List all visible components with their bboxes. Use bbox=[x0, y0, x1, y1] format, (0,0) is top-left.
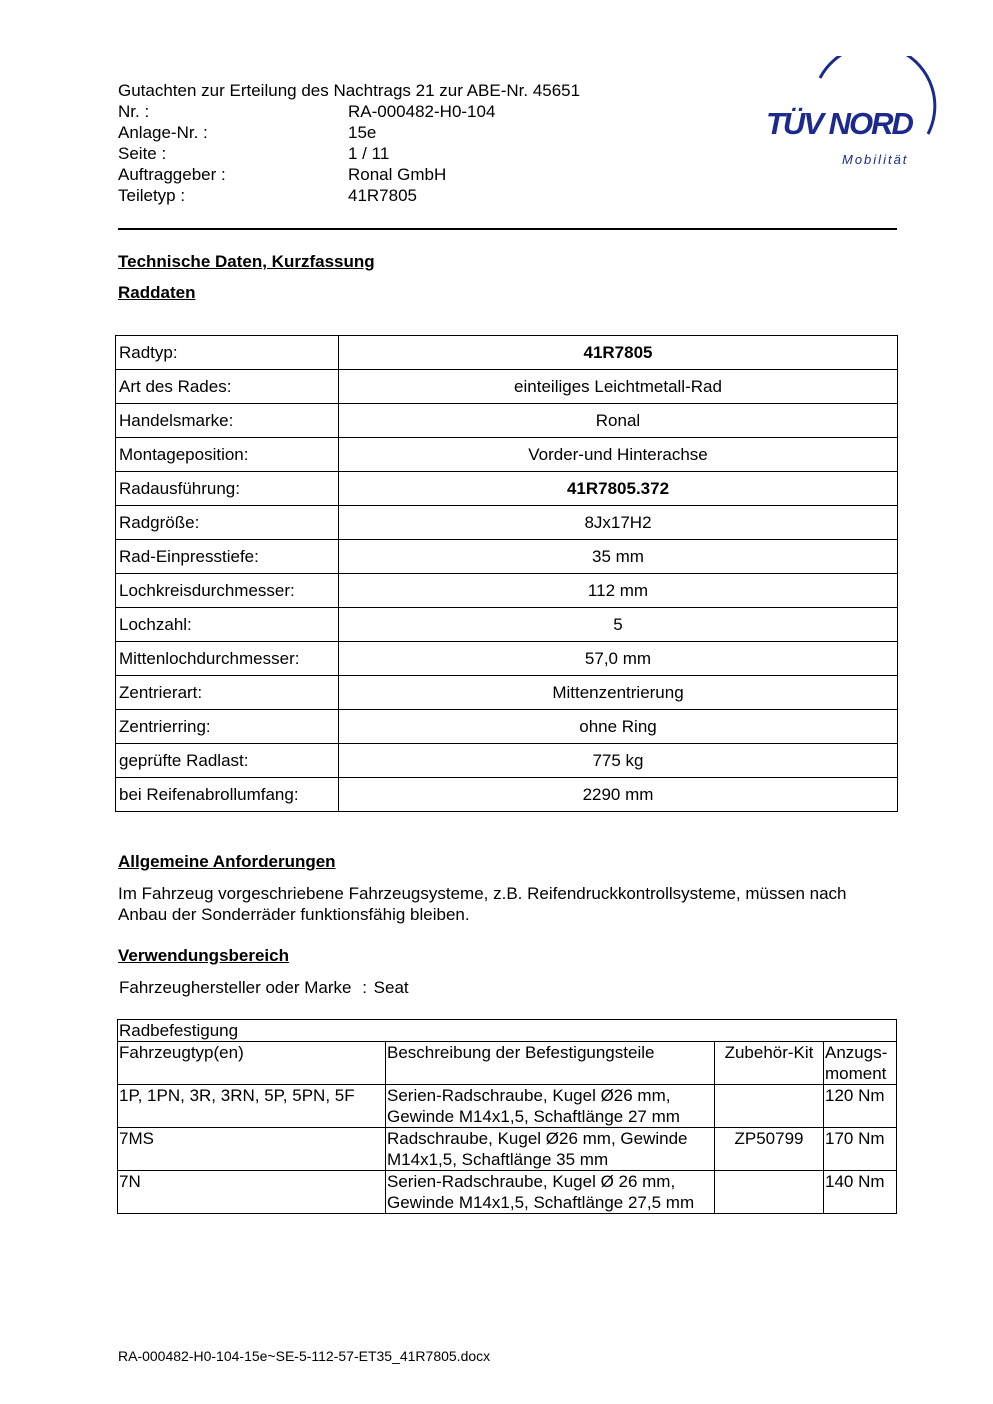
table-row bbox=[116, 710, 898, 744]
header-value: 1 / 11 bbox=[348, 144, 390, 163]
header-label: Anlage-Nr. : bbox=[118, 123, 208, 142]
fahrzeugtyp-cell: 1P, 1PN, 3R, 3RN, 5P, 5PN, 5F bbox=[118, 1085, 386, 1128]
document-header bbox=[118, 80, 678, 206]
zubehoer-kit-cell: ZP50799 bbox=[715, 1128, 824, 1171]
section-heading-allgemeine: Allgemeine Anforderungen bbox=[118, 852, 336, 871]
header-row-auftraggeber bbox=[118, 164, 678, 185]
raddaten-value-cell: Mittenzentrierung bbox=[339, 676, 898, 710]
table-row bbox=[116, 404, 898, 438]
beschreibung-cell: Serien-Radschraube, Kugel Ø26 mm, Gewinde M14x1,5, Schaftlänge 27 mm bbox=[386, 1085, 715, 1128]
header-value: 41R7805 bbox=[348, 186, 418, 205]
raddaten-label-cell: Zentrierring: bbox=[116, 710, 339, 744]
table-row bbox=[116, 676, 898, 710]
header-value: RA-000482-H0-104 bbox=[348, 102, 496, 121]
allgemeine-paragraph: Im Fahrzeug vorgeschriebene Fahrzeugsysteme, z.B. Reifendruckkontrollsysteme, müssen nach Anbau der Sonderräder funktionsfähig bleiben. bbox=[118, 884, 847, 924]
raddaten-value-cell: 775 kg bbox=[339, 744, 898, 778]
anzugsmoment-cell: 170 Nm bbox=[824, 1128, 897, 1171]
raddaten-value-cell: Vorder-und Hinterachse bbox=[339, 438, 898, 472]
radbefestigung-header-row bbox=[118, 1042, 897, 1085]
table-row bbox=[116, 574, 898, 608]
header-value: Ronal GmbH bbox=[348, 165, 447, 184]
header-label: Teiletyp : bbox=[118, 186, 186, 205]
raddaten-value-cell: 8Jx17H2 bbox=[339, 506, 898, 540]
fahrzeughersteller-label: Fahrzeughersteller oder Marke bbox=[119, 978, 352, 997]
header-value: 15e bbox=[348, 123, 377, 142]
raddaten-value-cell: einteiliges Leichtmetall-Rad bbox=[339, 370, 898, 404]
raddaten-value-cell: ohne Ring bbox=[339, 710, 898, 744]
raddaten-value-cell: 5 bbox=[339, 608, 898, 642]
column-header: Fahrzeugtyp(en) bbox=[118, 1042, 386, 1085]
raddaten-label-cell: Zentrierart: bbox=[116, 676, 339, 710]
header-row-nr bbox=[118, 101, 678, 122]
raddaten-label-cell: Radausführung: bbox=[116, 472, 339, 506]
table-row bbox=[116, 540, 898, 574]
document-title: Gutachten zur Erteilung des Nachtrags 21 zur ABE-Nr. 45651 bbox=[118, 81, 581, 100]
header-label: Seite : bbox=[118, 144, 167, 163]
table-row bbox=[116, 472, 898, 506]
table-row bbox=[116, 778, 898, 812]
raddaten-value-cell: 112 mm bbox=[339, 574, 898, 608]
fahrzeughersteller-separator: : bbox=[362, 978, 367, 997]
raddaten-label-cell: Lochkreisdurchmesser: bbox=[116, 574, 339, 608]
logo-brand: TÜV NORD bbox=[766, 106, 912, 141]
raddaten-label-cell: Montageposition: bbox=[116, 438, 339, 472]
table-row bbox=[116, 744, 898, 778]
raddaten-label-cell: Handelsmarke: bbox=[116, 404, 339, 438]
header-label: Nr. : bbox=[118, 102, 150, 121]
raddaten-label-cell: Rad-Einpresstiefe: bbox=[116, 540, 339, 574]
fahrzeughersteller-value: Seat bbox=[373, 978, 409, 997]
header-row-teiletyp bbox=[118, 185, 678, 206]
table-row bbox=[116, 506, 898, 540]
raddaten-label-cell: Radtyp: bbox=[116, 336, 339, 370]
raddaten-label-cell: geprüfte Radlast: bbox=[116, 744, 339, 778]
table-row bbox=[116, 336, 898, 370]
header-row-seite bbox=[118, 143, 678, 164]
column-header: Anzugs-moment bbox=[824, 1042, 897, 1085]
beschreibung-cell: Serien-Radschraube, Kugel Ø 26 mm, Gewinde M14x1,5, Schaftlänge 27,5 mm bbox=[386, 1171, 715, 1214]
logo-subtitle: Mobilität bbox=[842, 152, 909, 167]
raddaten-value-cell: 41R7805.372 bbox=[339, 472, 898, 506]
raddaten-value-cell: Ronal bbox=[339, 404, 898, 438]
column-header: Beschreibung der Befestigungsteile bbox=[386, 1042, 715, 1085]
anzugsmoment-cell: 140 Nm bbox=[824, 1171, 897, 1214]
zubehoer-kit-cell bbox=[715, 1171, 824, 1214]
table-row bbox=[116, 438, 898, 472]
table-row bbox=[118, 1128, 897, 1171]
raddaten-value-cell: 35 mm bbox=[339, 540, 898, 574]
radbefestigung-table bbox=[117, 1019, 897, 1214]
fahrzeughersteller-line bbox=[119, 978, 409, 998]
raddaten-label-cell: Radgröße: bbox=[116, 506, 339, 540]
zubehoer-kit-cell bbox=[715, 1085, 824, 1128]
raddaten-table bbox=[115, 335, 898, 812]
fahrzeugtyp-cell: 7N bbox=[118, 1171, 386, 1214]
table-row bbox=[116, 370, 898, 404]
beschreibung-cell: Radschraube, Kugel Ø26 mm, Gewinde M14x1,5, Schaftlänge 35 mm bbox=[386, 1128, 715, 1171]
table-row bbox=[116, 642, 898, 676]
radbefestigung-title: Radbefestigung bbox=[118, 1020, 897, 1042]
fahrzeugtyp-cell: 7MS bbox=[118, 1128, 386, 1171]
anzugsmoment-cell: 120 Nm bbox=[824, 1085, 897, 1128]
section-heading-raddaten: Raddaten bbox=[118, 283, 196, 302]
raddaten-value-cell: 41R7805 bbox=[339, 336, 898, 370]
header-row-anlage bbox=[118, 122, 678, 143]
raddaten-label-cell: Lochzahl: bbox=[116, 608, 339, 642]
raddaten-label-cell: bei Reifenabrollumfang: bbox=[116, 778, 339, 812]
raddaten-value-cell: 57,0 mm bbox=[339, 642, 898, 676]
header-divider bbox=[118, 228, 897, 230]
section-heading-technische-daten: Technische Daten, Kurzfassung bbox=[118, 252, 375, 271]
table-row bbox=[118, 1085, 897, 1128]
header-label: Auftraggeber : bbox=[118, 165, 226, 184]
table-row bbox=[116, 608, 898, 642]
footer-filename: RA-000482-H0-104-15e~SE-5-112-57-ET35_41R7805.docx bbox=[118, 1348, 491, 1364]
section-heading-verwendungsbereich: Verwendungsbereich bbox=[118, 946, 289, 965]
radbefestigung-title-row bbox=[118, 1020, 897, 1042]
raddaten-value-cell: 2290 mm bbox=[339, 778, 898, 812]
tuv-nord-logo bbox=[760, 56, 950, 176]
raddaten-label-cell: Mittenlochdurchmesser: bbox=[116, 642, 339, 676]
table-row bbox=[118, 1171, 897, 1214]
raddaten-label-cell: Art des Rades: bbox=[116, 370, 339, 404]
column-header: Zubehör-Kit bbox=[715, 1042, 824, 1085]
